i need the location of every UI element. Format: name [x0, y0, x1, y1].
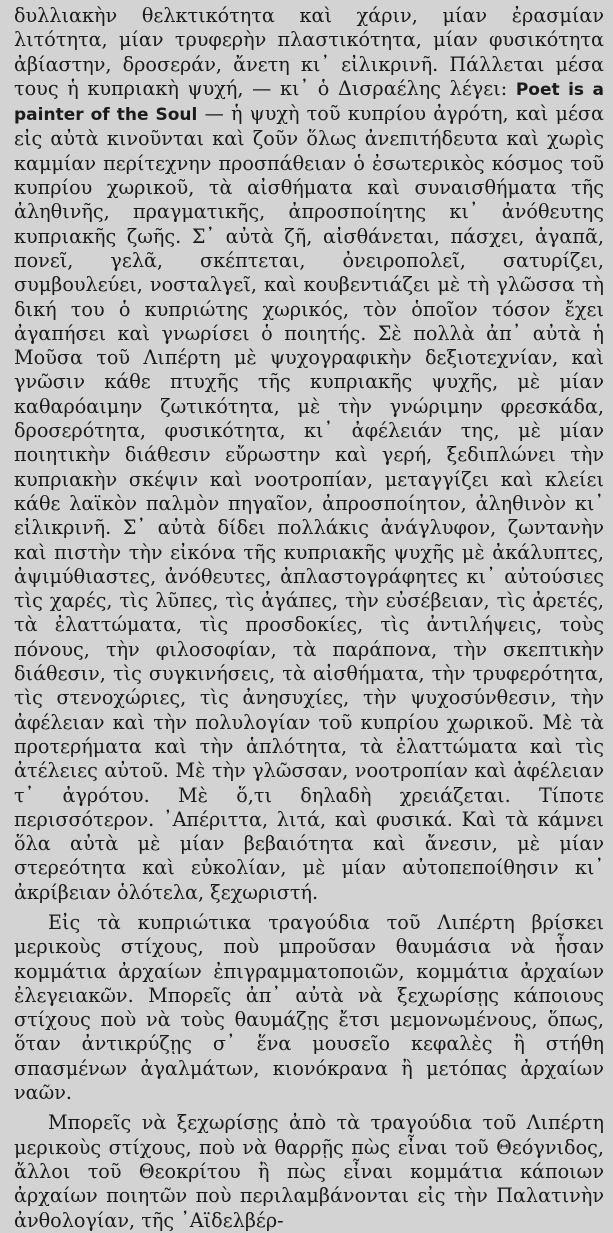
paragraph-1-text-after-quote: — ἡ ψυχὴ τοῦ κυπρίου ἀγρότη, καὶ μέσα εἰς αὐτὰ κινοῦνται καὶ ζοῦν ὅλως ἀνεπιτήδευτα καὶ χωρὶς καμμίαν περίτεχνην προσπάθειαν ὁ ἐσωτερικὸς κόσμος τοῦ κυπρίου χωρικοῦ, τὰ αἰσθήματα καὶ συναισθήματα τῆς ἀληθινῆς, πραγματικῆς, ἀπροσποίητης κι᾽ ἀνόθευτης κυπριακῆς ζωῆς. Σ᾽ αὐτὰ ζῆ, αἰσθάνεται, πάσχει, ἀγαπᾶ, πονεῖ, γελᾶ, σκέπτεται, ὀνειροπολεῖ, σατυρίζει, συμβουλεύει, νοσταλγεῖ, καὶ κουβεντιάζει μὲ τὴ γλῶσσα τὴ δική του ὁ κυπριώτης χωρικός, τὸν ὁποῖον τόσον ἔχει ἀγαπήσει καὶ γνωρίσει ὁ ποιητής. Σὲ πολλὰ ἀπ᾽ αὐτὰ ἡ Μοῦσα τοῦ Λιπέρτη μὲ ψυχογραφικὴν δεξιοτεχνίαν, καὶ γνῶσιν κάθε πτυχῆς τῆς κυπριακῆς ψυχῆς, μὲ μίαν καθαρόαιμην ζωτικότητα, μὲ τὴν γνώριμην φρεσκάδα, δροσερότητα, φυσικότητα, κι᾽ ἀφέλειάν της, μὲ μίαν ποιητικὴν διάθεσιν εὔρωστην καὶ γερή, ξεδιπλώνει τὴν κυπριακὴν σκέψιν καὶ νοοτροπίαν, μεταγγίζει καὶ κλείει κάθε λαϊκὸν παλμὸν πηγαῖον, ἀπροσποίητον, ἀληθινὸν κι᾽ εἰλικρινῆ. Σ᾽ αὐτὰ δίδει πολλάκις ἀνάγλυφον, ζωντανὴν καὶ πιστὴν τὴν εἰκόνα τῆς κυπριακῆς ψυχῆς μὲ ἀκάλυπτες, ἀψιμύθιαστες, ἀνόθευτες, ἀπλαστογράφητες κι᾽ αὐτούσιες τὶς χαρές, τὶς λῦπες, τὶς ἀγάπες, τὴν εὐσέβειαν, τὶς ἀρετές, τὰ ἐλαττώματα, τὶς προσδοκίες, τὶς ἀντιλήψεις, τοὺς πόνους, τὴν φιλοσοφίαν, τὰ παράπονα, τὴν σκεπτικὴν διάθεσιν, τὶς συγκινήσεις, τὰ αἰσθήματα, τὴν τρυφερότητα, τὶς στενοχώριες, τὶς ἀνησυχίες, τὴν ψυχοσύνθεσιν, τὴν ἀφέλειαν καὶ τὴν πολυλογίαν τοῦ κυπρίου χωρικοῦ. Μὲ τὰ προτερήματα καὶ τὴν ἁπλότητα, τὰ ἐλαττώματα καὶ τὶς ἀτέλειες αὐτοῦ. Μὲ τὴν γλῶσσαν, νοοτροπίαν καὶ ἀφέλειαν τ᾽ ἀγρότου. Μὲ ὅ,τι δηλαδὴ χρειάζεται. Τίποτε περισσότερον. ᾽Απέριττα, λιτά, καὶ φυσικά. Καὶ τὰ κάμνει ὅλα αὐτὰ μὲ μίαν βεβαιότητα καὶ ἄνεσιν, μὲ μίαν στερεότητα καὶ εὐκολίαν, μὲ μίαν αὐτοπεποίθησιν κι᾽ ἀκρίβειαν ὁλότελα, ξεχωριστή. [14, 102, 604, 904]
paragraph-2: Εἰς τὰ κυπριώτικα τραγούδια τοῦ Λιπέρτη βρίσκει μερικοὺς στίχους, ποὺ μπροῦσαν θαυμάσια νὰ ἦσαν κομμάτια ἀρχαίων ἐπιγραμματοποιῶν, κομμάτια ἀρχαίων ἐλεγειακῶν. Μπορεῖς ἀπ᾽ αὐτὰ νὰ ξεχωρίσῃς κάποιους στίχους ποὺ νὰ τοὺς θαυμάζῃς ἔτσι μεμονωμένους, ὅπως, ὅταν ἀντικρύζῃς σ᾽ ἕνα μουσεῖο κεφαλὲς ἢ στήθη σπασμένων ἀγαλμάτων, κιονόκρανα ἢ μετόπας ἀρχαίων ναῶν. [14, 910, 604, 1105]
paragraph-3: Μπορεῖς νὰ ξεχωρίσῃς ἀπὸ τὰ τραγούδια τοῦ Λιπέρτη μερικοὺς στίχους, ποὺ νὰ θαρρῇς πὼς εἶναι τοῦ Θεόγνιδος, ἄλλοι τοῦ Θεοκρίτου ἢ πὼς εἶναι κομμάτια κάποιων ἀρχαίων ποιητῶν ποὺ περιλαμβάνονται εἰς τὴν Παλατινὴν ἀνθολογίαν, τῆς ᾽Αϊδελβέρ- [14, 1111, 604, 1232]
english-quote: Poet is a painter of the Soul [14, 79, 604, 126]
document-page [14, 4, 604, 1233]
paragraph-1 [14, 4, 604, 905]
paragraph-1-text-before-quote: δυλλιακὴν θελκτικότητα καὶ χάριν, μίαν ἐρασμίαν λιτότητα, μίαν τρυφερὴν πλαστικότητα, μίαν φυσικότητα ἀβίαστην, δροσεράν, ἄνετη κι᾽ εἰλικρινῆ. Πάλλεται μέσα τους ἡ κυπριακὴ ψυχή, — κι᾽ ὁ Δισραέλης λέγει: [14, 4, 604, 100]
